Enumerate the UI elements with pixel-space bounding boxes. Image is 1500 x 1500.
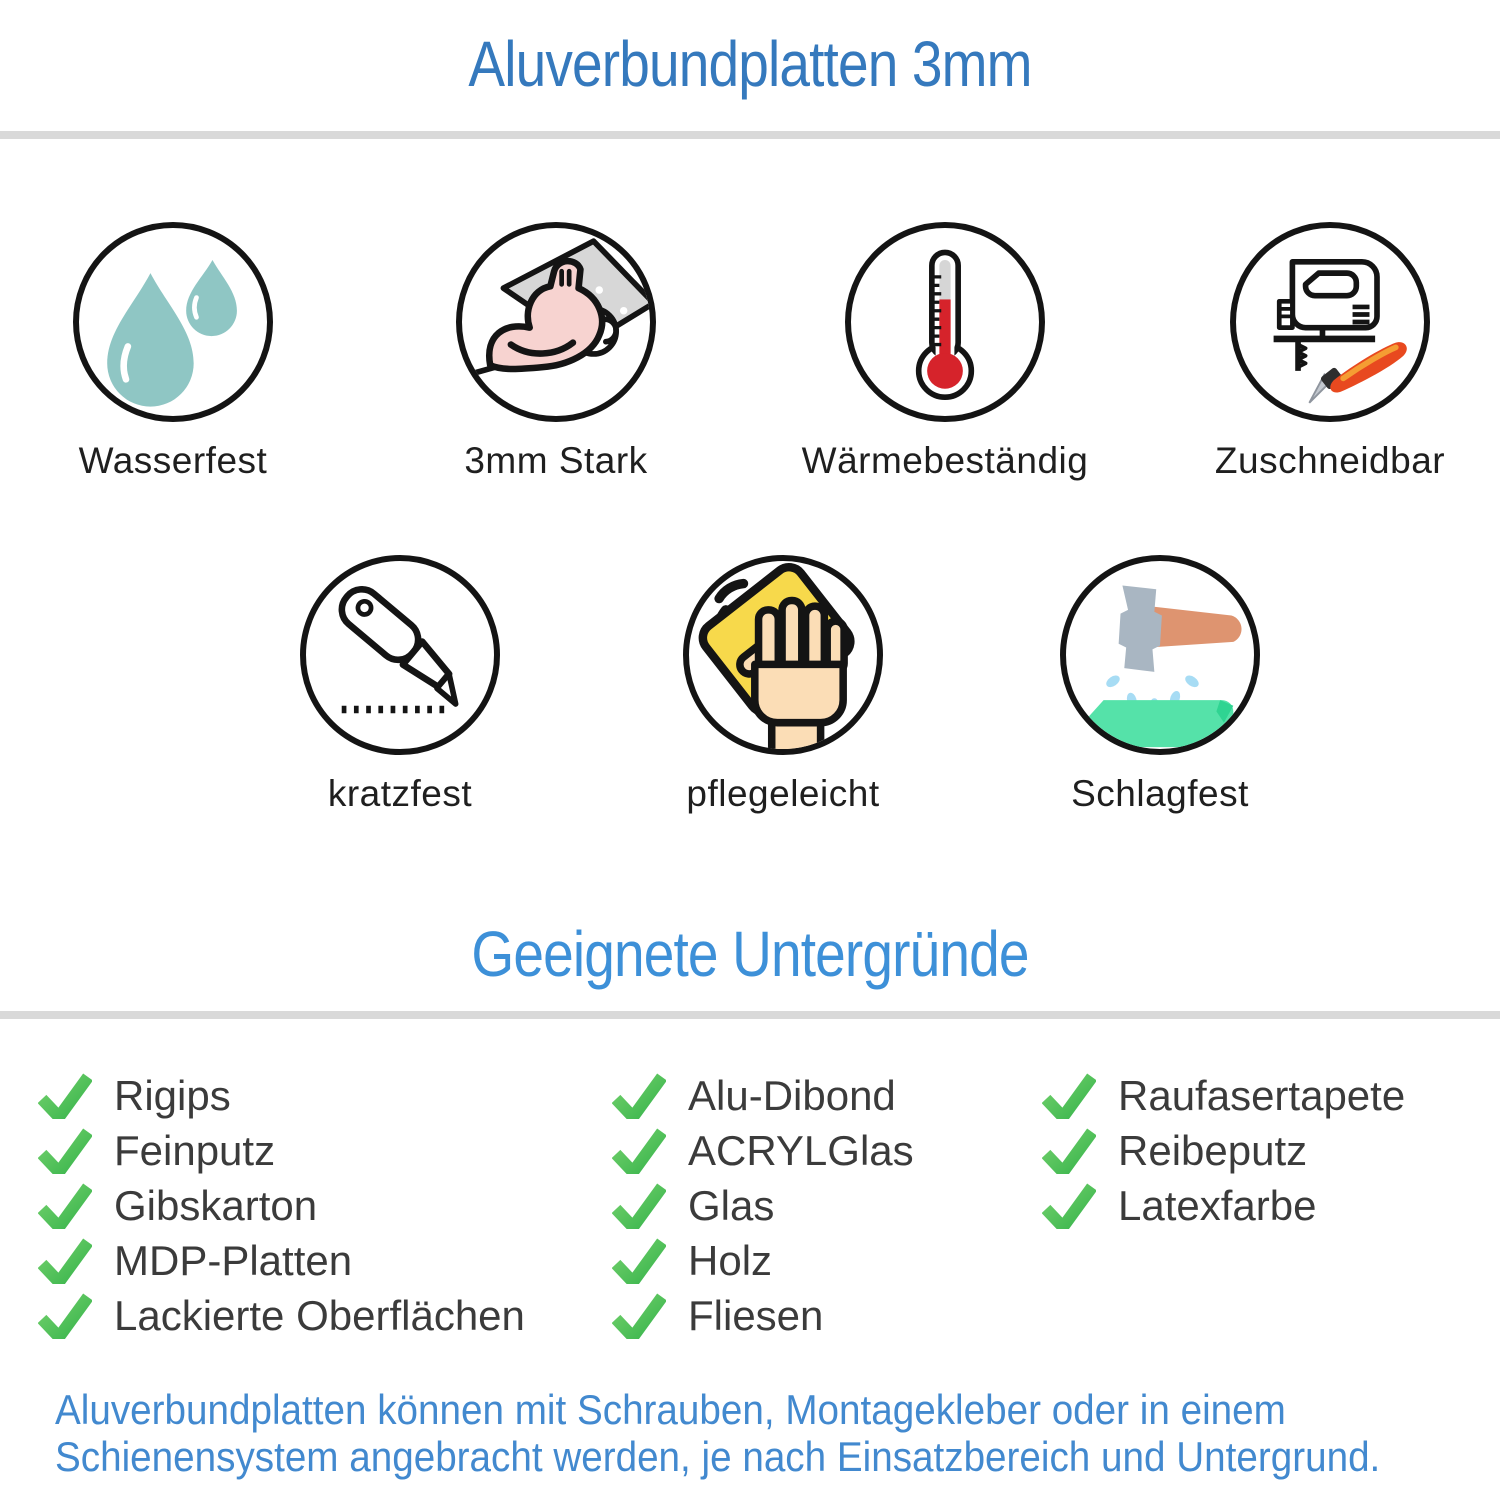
list-item	[612, 1233, 914, 1288]
feature-3mm-stark	[386, 222, 726, 482]
feature-label: 3mm Stark	[464, 440, 648, 481]
hammer-impact-icon	[1066, 561, 1254, 749]
list-item-label: MDP-Platten	[114, 1236, 353, 1284]
list-item-label: Lackierte Oberflächen	[114, 1291, 525, 1339]
check-icon	[1042, 1128, 1096, 1174]
feature-label: kratzfest	[327, 773, 473, 814]
check-icon	[38, 1183, 92, 1229]
mounting-note	[55, 1386, 1496, 1480]
list-item-label: Holz	[688, 1236, 773, 1284]
feature-label: Zuschneidbar	[1214, 440, 1446, 481]
check-icon	[38, 1293, 92, 1339]
list-item	[612, 1123, 914, 1178]
list-item-label: Rigips	[114, 1071, 231, 1119]
divider	[0, 131, 1500, 139]
check-icon	[1042, 1073, 1096, 1119]
list-item-label: Latexfarbe	[1118, 1181, 1317, 1229]
feature-kratzfest	[230, 555, 570, 815]
check-icon	[612, 1238, 666, 1284]
feature-zuschneidbar	[1160, 222, 1500, 482]
mounting-note-line: Schienensystem angebracht werden, je nach Einsatzbereich und Untergrund.	[55, 1433, 1381, 1480]
list-item	[38, 1178, 525, 1233]
feature-pflegeleicht	[613, 555, 953, 815]
feature-circle	[683, 555, 883, 755]
list-item-label: Reibeputz	[1118, 1126, 1308, 1174]
list-item	[1042, 1068, 1405, 1123]
feature-circle	[73, 222, 273, 422]
feature-circle	[1060, 555, 1260, 755]
check-icon	[612, 1183, 666, 1229]
list-item	[38, 1288, 525, 1343]
mounting-note-line: Aluverbundplatten können mit Schrauben, Montagekleber oder in einem	[55, 1386, 1286, 1433]
cutter-knife-icon	[306, 561, 494, 749]
list-item-label: Alu-Dibond	[688, 1071, 896, 1119]
water-drops-icon	[79, 228, 267, 416]
feature-circle	[1230, 222, 1430, 422]
flexed-arm-panel-icon	[462, 228, 650, 416]
substrate-column-3	[1042, 1068, 1405, 1233]
list-item-label: Feinputz	[114, 1126, 276, 1174]
check-icon	[612, 1073, 666, 1119]
list-item-label: ACRYLGlas	[688, 1126, 914, 1174]
list-item	[1042, 1178, 1405, 1233]
check-icon	[612, 1293, 666, 1339]
feature-circle	[456, 222, 656, 422]
list-item-label: Gibskarton	[114, 1181, 318, 1229]
list-item	[612, 1178, 914, 1233]
thermometer-icon	[851, 228, 1039, 416]
list-item	[38, 1123, 525, 1178]
feature-label: pflegeleicht	[686, 773, 880, 814]
substrate-column-1	[38, 1068, 525, 1343]
divider	[0, 1011, 1500, 1019]
feature-wasserfest	[3, 222, 343, 482]
list-item-label: Glas	[688, 1181, 775, 1229]
hand-wiping-cloth-icon	[689, 561, 877, 749]
feature-label: Schlagfest	[1071, 773, 1249, 814]
check-icon	[1042, 1183, 1096, 1229]
check-icon	[38, 1128, 92, 1174]
list-item	[612, 1288, 914, 1343]
list-item-label: Raufasertapete	[1118, 1071, 1406, 1119]
feature-schlagfest	[990, 555, 1330, 815]
list-item	[1042, 1123, 1405, 1178]
feature-label: Wärmebeständig	[801, 440, 1089, 481]
list-item	[612, 1068, 914, 1123]
check-icon	[38, 1238, 92, 1284]
page-title: Aluverbundplatten 3mm	[468, 28, 1032, 100]
substrate-column-2	[612, 1068, 914, 1343]
check-icon	[612, 1128, 666, 1174]
check-icon	[38, 1073, 92, 1119]
jigsaw-knife-icon	[1236, 228, 1424, 416]
feature-circle	[845, 222, 1045, 422]
list-item	[38, 1233, 525, 1288]
feature-circle	[300, 555, 500, 755]
list-item	[38, 1068, 525, 1123]
feature-label: Wasserfest	[78, 440, 268, 481]
feature-waermebestaendig	[775, 222, 1115, 482]
section-title-untergruende: Geeignete Untergründe	[471, 918, 1029, 990]
list-item-label: Fliesen	[688, 1291, 824, 1339]
